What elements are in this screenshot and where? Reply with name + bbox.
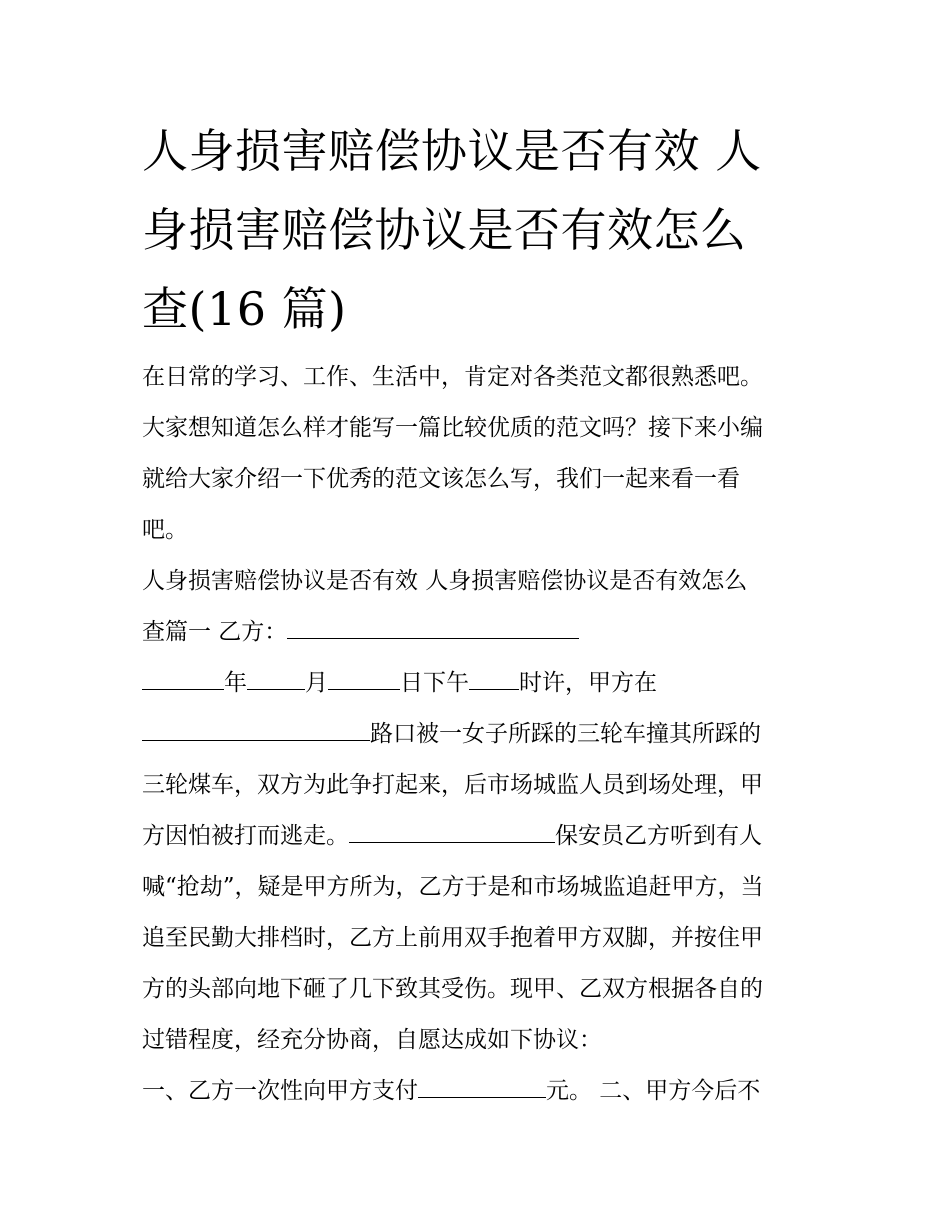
body-line: 追至民勤大排档时，乙方上前用双手抱着甲方双脚，并按住甲 [142,925,763,951]
body-line [142,658,822,709]
body-line: 喊“抢劫”，疑是甲方所为，乙方于是和市场城监追赶甲方，当 [142,874,764,900]
title-line-2: 身损害赔偿协议是否有效怎么 [142,203,747,257]
payment-suffix: 元。 二、甲方今后不 [546,1078,761,1104]
payment-text: 一、乙方一次性向甲方支付 [142,1078,418,1104]
body-line: 在日常的学习、工作、生活中，肯定对各类范文都很熟悉吧。 [142,364,763,390]
guard-text: 保安员乙方听到有人 [555,823,762,849]
location-text: 路口被一女子所踩的三轮车撞其所踩的 [370,721,761,747]
year-blank[interactable] [142,667,224,690]
year-label: 年 [224,670,247,696]
body-line [142,607,822,658]
day-label: 日下午 [400,670,469,696]
month-label: 月 [305,670,328,696]
body-line [142,811,822,862]
body-line: 就给大家介绍一下优秀的范文该怎么写，我们一起来看一看 [142,466,740,492]
title-line-3: 查(16 篇) [142,282,347,336]
party-b-blank[interactable] [287,616,579,639]
amount-blank[interactable] [418,1075,546,1098]
body-line: 人身损害赔偿协议是否有效 人身损害赔偿协议是否有效怎么 [142,568,748,594]
body-line: 过错程度，经充分协商，自愿达成如下协议： [142,1027,602,1053]
body-line: 方的头部向地下砸了几下致其受伤。现甲、乙双方根据各自的 [142,976,763,1002]
body-line [142,709,822,760]
party-b-label: 查篇一 乙方： [142,619,288,645]
guard-blank[interactable] [349,820,555,843]
hour-label: 时许，甲方在 [519,670,657,696]
document-body [142,352,822,1117]
hour-blank[interactable] [469,667,519,690]
month-blank[interactable] [247,667,305,690]
title-line-1: 人身损害赔偿协议是否有效 人 [142,124,762,178]
body-line [142,1066,822,1117]
document-title [142,112,822,349]
location-blank[interactable] [142,718,370,741]
body-line: 三轮煤车，双方为此争打起来，后市场城监人员到场处理，甲 [142,772,763,798]
body-line: 吧。 [142,517,188,543]
body-line: 大家想知道怎么样才能写一篇比较优质的范文吗？接下来小编 [142,415,763,441]
flee-text: 方因怕被打而逃走。 [142,823,349,849]
day-blank[interactable] [328,667,400,690]
